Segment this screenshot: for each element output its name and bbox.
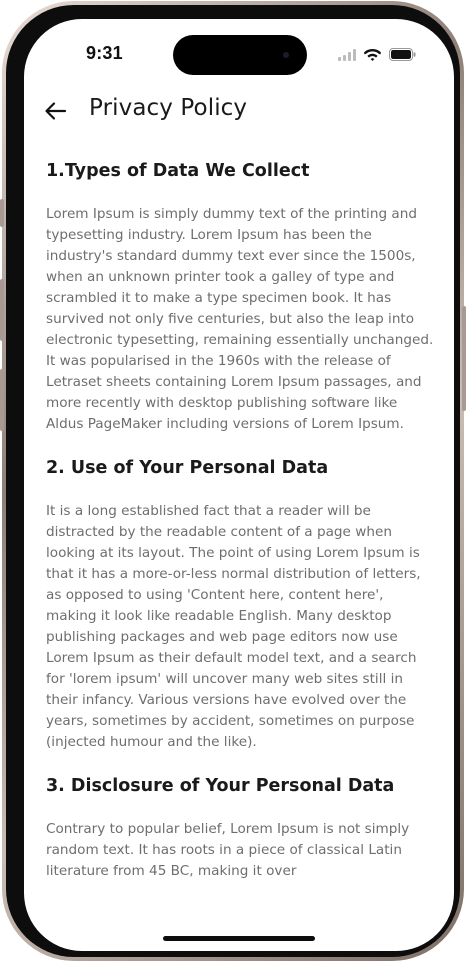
dynamic-island [173, 35, 307, 75]
section-body: Contrary to popular belief, Lorem Ipsum is not simply random text. It has roots in a piece of classical Latin literature from 45 BC, making it over [46, 821, 410, 879]
section-heading: 2. Use of Your Personal Data [46, 458, 329, 478]
phone-bezel [6, 5, 460, 957]
app-header [24, 95, 454, 131]
wifi-icon [364, 46, 381, 65]
status-bar [24, 19, 454, 79]
screen [24, 19, 454, 951]
battery-icon [389, 46, 416, 65]
volume-up-button [0, 279, 4, 341]
page-title: Privacy Policy [89, 95, 248, 121]
phone-frame [2, 1, 464, 961]
arrow-left-icon [42, 110, 70, 129]
section-body: It is a long established fact that a reader will be distracted by the readable content of a page when looking at its layout. The point of using Lorem Ipsum is that it has a more-or-less normal distribution of letters, as opposed to using 'Content here, content here', making it look like readable English. Many desktop publishing packages and web page editors now use Lorem Ipsum as their default model text, and a search for 'lorem ipsum' will uncover many web sites still in their infancy. Various versions have evolved over the years, sometimes by accident, sometimes on purpose (injected humour and the like). [46, 503, 421, 750]
policy-section [46, 773, 438, 882]
policy-section [46, 455, 438, 753]
status-time: 9:31 [86, 43, 123, 63]
action-button [0, 199, 4, 227]
home-indicator[interactable] [163, 936, 315, 941]
policy-section [46, 158, 438, 435]
power-button [462, 306, 466, 411]
section-heading: 1.Types of Data We Collect [46, 161, 310, 181]
status-icons [338, 46, 416, 65]
policy-content[interactable] [46, 158, 438, 902]
camera-dot [283, 52, 289, 58]
cellular-signal-icon [338, 46, 356, 65]
section-heading: 3. Disclosure of Your Personal Data [46, 776, 395, 796]
section-body: Lorem Ipsum is simply dummy text of the printing and typesetting industry. Lorem Ipsum has been the industry's standard dummy text ever since the 1500s, when an unknown printer took a galley of type and scrambled it to make a type specimen book. It has survived not only five centuries, but also the leap into electronic typesetting, remaining essentially unchanged. It was popularised in the 1960s with the release of Letraset sheets containing Lorem Ipsum passages, and more recently with desktop publishing software like Aldus PageMaker including versions of Lorem Ipsum. [46, 206, 434, 432]
volume-down-button [0, 369, 4, 431]
back-button[interactable] [42, 97, 70, 125]
